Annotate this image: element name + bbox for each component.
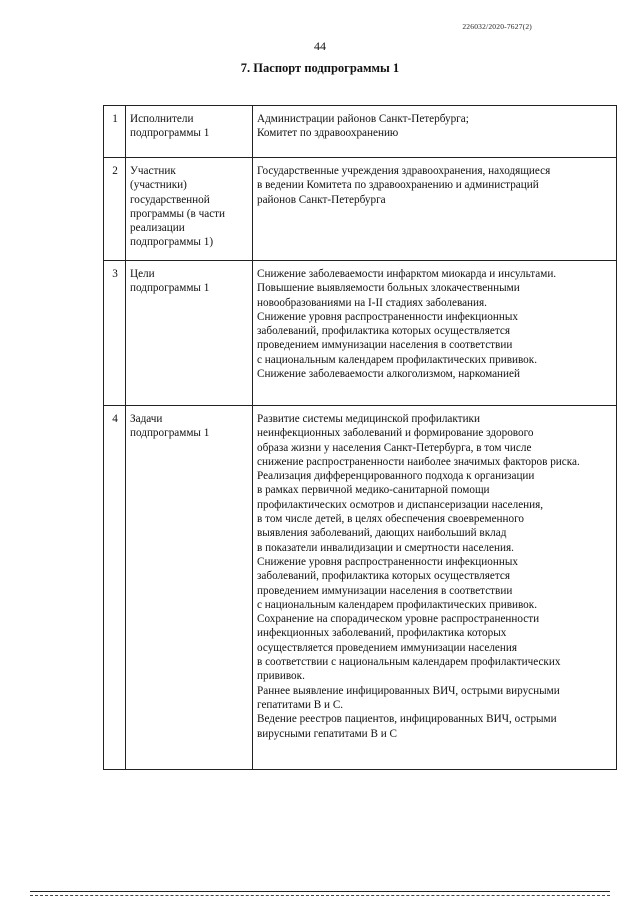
row-label-line: (участники)	[130, 179, 187, 192]
row-number: 1	[104, 106, 126, 158]
passport-table	[103, 105, 617, 770]
row-value-line: осуществляется проведением иммунизации населения	[257, 641, 517, 654]
row-value-line: в показатели инвалидизации и смертности населения.	[257, 541, 514, 554]
row-value-line: заболеваний, профилактика которых осуществляется	[257, 570, 510, 583]
row-label-line: Исполнители	[130, 113, 194, 125]
row-value-line: вирусными гепатитами В и С	[257, 727, 397, 740]
page-number: 44	[314, 39, 326, 53]
row-value-line: Ведение реестров пациентов, инфицированных ВИЧ, острыми	[257, 713, 557, 726]
row-label	[126, 158, 253, 261]
row-label-line: Цели	[130, 268, 155, 280]
row-value	[253, 261, 617, 406]
row-value-line: Реализация дифференцированного подхода к организации	[257, 470, 535, 483]
row-value-line: с национальным календарем профилактических прививок.	[257, 353, 537, 366]
row-value-line: прививок.	[257, 670, 305, 683]
row-value-line: Государственные учреждения здравоохранения, находящиеся	[257, 165, 551, 177]
table-row	[104, 158, 617, 261]
bottom-rule	[30, 891, 610, 892]
row-value-line: Раннее выявление инфицированных ВИЧ, острыми вирусными	[257, 684, 560, 697]
row-value-line: неинфекционных заболеваний и формирование здорового	[257, 427, 534, 440]
row-number: 2	[104, 158, 126, 261]
row-value-line: в рамках первичной медико-санитарной помощи	[257, 484, 490, 497]
row-label-line: Участник	[130, 165, 176, 177]
row-value-line: Повышение выявляемости больных злокачественными	[257, 282, 520, 295]
row-value-line: Администрации районов Санкт-Петербурга;	[257, 113, 469, 125]
row-value-line: выявления заболеваний, дающих наибольший вклад	[257, 527, 507, 540]
row-label-line: подпрограммы 1	[130, 127, 210, 140]
row-value-line: новообразованиями на I-II стадиях заболевания.	[257, 296, 487, 309]
table-row	[104, 406, 617, 770]
row-value-line: в соответствии с национальным календарем профилактических	[257, 656, 561, 669]
row-value-line: Комитет по здравоохранению	[257, 127, 399, 140]
row-label-line: подпрограммы 1	[130, 282, 210, 295]
row-number: 3	[104, 261, 126, 406]
row-value-line: инфекционных заболеваний, профилактика которых	[257, 627, 507, 640]
row-value-line: Снижение заболеваемости алкоголизмом, наркоманией	[257, 368, 520, 381]
section-title: 7. Паспорт подпрограммы 1	[240, 61, 400, 75]
table-row	[104, 261, 617, 406]
row-value-line: с национальным календарем профилактических прививок.	[257, 598, 537, 611]
row-value-line: профилактических осмотров и диспансеризации населения,	[257, 498, 544, 511]
row-value-line: снижение распространенности наиболее значимых факторов риска.	[257, 455, 580, 468]
row-value-line: Снижение уровня распространенности инфекционных	[257, 310, 518, 323]
row-value	[253, 158, 617, 261]
row-label-line: Задачи	[130, 413, 163, 425]
row-value-line: Снижение заболеваемости инфарктом миокарда и инсультами.	[257, 268, 557, 280]
row-value-line: Сохранение на спорадическом уровне распространенности	[257, 613, 540, 626]
bottom-rule-dashed	[30, 895, 610, 896]
row-value	[253, 406, 617, 770]
row-number: 4	[104, 406, 126, 770]
row-label-line: реализации	[130, 222, 185, 235]
row-label-line: подпрограммы 1	[130, 427, 210, 440]
row-value	[253, 106, 617, 158]
row-value-line: гепатитами В и С.	[257, 698, 344, 711]
row-value-line: проведением иммунизации населения в соответствии	[257, 339, 513, 352]
row-value-line: Снижение уровня распространенности инфекционных	[257, 555, 518, 568]
row-label	[126, 106, 253, 158]
row-value-line: Развитие системы медицинской профилактики	[257, 413, 480, 425]
row-value-line: в ведении Комитета по здравоохранению и администраций	[257, 179, 539, 192]
row-label-line: программы (в части	[130, 207, 226, 220]
row-value-line: районов Санкт-Петербурга	[257, 193, 386, 206]
row-label-line: подпрограммы 1)	[130, 236, 214, 249]
row-value-line: заболеваний, профилактика которых осуществляется	[257, 325, 510, 338]
row-label	[126, 406, 253, 770]
row-value-line: в том числе детей, в целях обеспечения своевременного	[257, 513, 525, 526]
row-value-line: образа жизни у населения Санкт-Петербурга, в том числе	[257, 441, 532, 454]
table-row	[104, 106, 617, 158]
row-label	[126, 261, 253, 406]
row-label-line: государственной	[130, 193, 210, 206]
document-id: 226032/2020-7627(2)	[462, 22, 532, 31]
row-value-line: проведением иммунизации населения в соответствии	[257, 584, 513, 597]
